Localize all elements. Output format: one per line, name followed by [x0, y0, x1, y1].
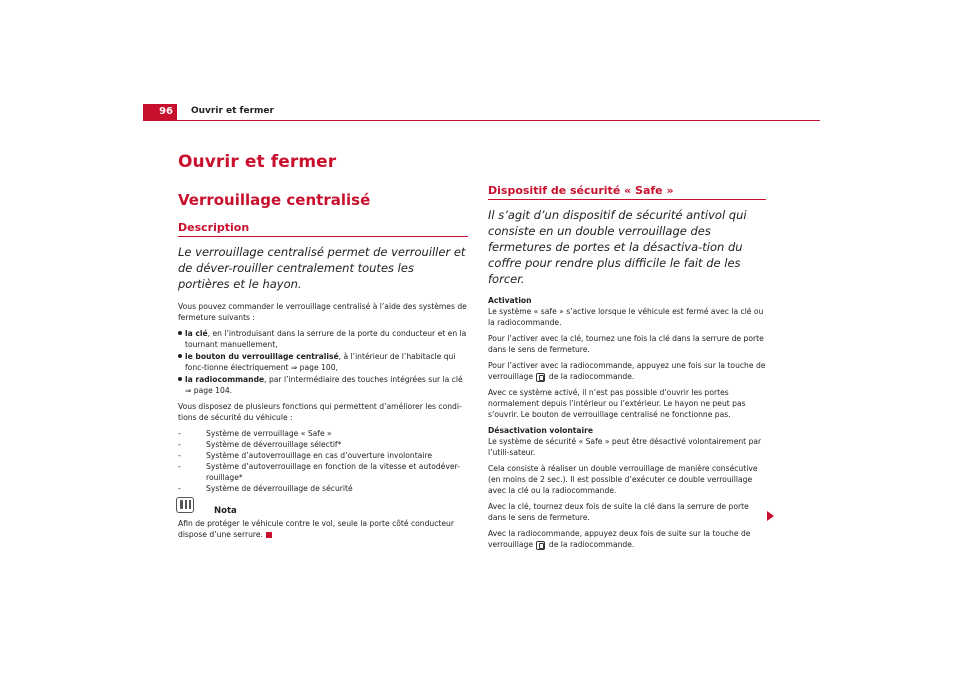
list-item	[178, 328, 468, 350]
page-number: 96	[143, 104, 177, 120]
bullet-term: la radiocommande	[185, 375, 265, 384]
safe-body	[488, 295, 766, 550]
safe-intro: Il s’agit d’un dispositif de sécurité antivol qui consiste en un double verrouillage des fermetures de portes et la désactiva-tion du coffre pour rendre plus difficile le fait de les forcer.	[488, 208, 747, 286]
safe-rule	[488, 199, 766, 200]
deactivation-text: Avec la radiocommande, appuyez deux fois de suite sur la touche de verrouillage	[488, 529, 751, 549]
section-title: Verrouillage centralisé	[178, 191, 371, 209]
continue-arrow-icon	[767, 511, 774, 521]
header-divider	[143, 120, 820, 121]
running-header-title: Ouvrir et fermer	[191, 106, 274, 116]
description-rule	[178, 236, 468, 237]
deactivation-paragraph: Le système de sécurité « Safe » peut être désactivé volontairement par l’utili-sateur.	[488, 437, 762, 457]
activation-paragraph	[488, 360, 766, 382]
dash-marker: -	[178, 484, 181, 493]
list-item	[178, 483, 468, 494]
lock-key-icon	[536, 373, 545, 382]
description-body	[178, 301, 468, 494]
right-column	[488, 184, 766, 555]
left-column	[178, 221, 468, 540]
dash-marker: -	[178, 429, 181, 438]
chapter-title: Ouvrir et fermer	[178, 152, 337, 172]
bullet-term: la clé	[185, 329, 208, 338]
safe-heading: Dispositif de sécurité « Safe »	[488, 184, 674, 197]
note-text	[178, 518, 468, 540]
list-item	[178, 351, 468, 373]
activation-paragraph: Avec ce système activé, il n’est pas possible d’ouvrir les portes normalement depuis l’intérieur ou l’extérieur. Le hayon ne peut pas s’ouvrir. Le bouton de verrouillage centralisé ne fonctionne pas.	[488, 388, 746, 419]
dash-marker: -	[178, 451, 181, 460]
lock-key-icon	[536, 541, 545, 550]
bullet-text: , en l’introduisant dans la serrure de la porte du conducteur et en la tournant manuellement,	[185, 329, 467, 349]
list-item-text: Système de verrouillage « Safe »	[206, 429, 332, 438]
bullet-icon	[178, 331, 182, 335]
bullet-term: le bouton du verrouillage centralisé	[185, 352, 339, 361]
list-item-text: Système de déverrouillage de sécurité	[206, 484, 353, 493]
description-heading: Description	[178, 221, 250, 234]
activation-label: Activation	[488, 296, 532, 305]
dash-marker: -	[178, 462, 181, 471]
deactivation-text: de la radiocommande.	[548, 540, 635, 549]
activation-text: Pour l’activer avec la radiocommande, appuyez une fois sur la touche de verrouillage	[488, 361, 766, 381]
activation-paragraph: Le système « safe » s’active lorsque le véhicule est fermé avec la clé ou la radiocommande.	[488, 307, 764, 327]
deactivation-label: Désactivation volontaire	[488, 426, 594, 435]
bullet-icon	[178, 377, 182, 381]
dash-marker: -	[178, 440, 181, 449]
list-item	[178, 450, 468, 461]
list-item-text: Système d’autoverrouillage en fonction de la vitesse et autodéver-rouillage*	[206, 462, 460, 482]
description-intro: Le verrouillage centralisé permet de verrouiller et de déver-rouiller centralement toutes les portières et le hayon.	[178, 245, 466, 291]
list-item	[178, 439, 468, 450]
end-marker-icon	[266, 532, 272, 538]
list-item-text: Système de déverrouillage sélectif*	[206, 440, 342, 449]
activation-paragraph: Pour l’activer avec la clé, tournez une fois la clé dans la serrure de porte dans le sens de fermeture.	[488, 334, 764, 354]
description-paragraph: Vous disposez de plusieurs fonctions qui permettent d’améliorer les condi-tions de sécurité du véhicule :	[178, 402, 462, 422]
note-block	[178, 506, 468, 540]
deactivation-paragraph: Avec la clé, tournez deux fois de suite la clé dans la serrure de porte dans le sens de fermeture.	[488, 502, 749, 522]
safety-functions-list	[178, 428, 468, 494]
bullet-text: , par l’intermédiaire des touches intégrées sur la clé ⇒ page 104.	[185, 375, 463, 395]
deactivation-paragraph	[488, 528, 766, 550]
bullet-text: , à l’intérieur de l’habitacle qui fonc-tionne électriquement ⇒ page 100,	[185, 352, 456, 372]
description-paragraph: Vous pouvez commander le verrouillage centralisé à l’aide des systèmes de fermeture suivants :	[178, 302, 467, 322]
note-text-content: Afin de protéger le véhicule contre le vol, seule la porte côté conducteur dispose d’une serrure.	[178, 519, 454, 539]
list-item	[178, 374, 468, 396]
list-item-text: Système d’autoverrouillage en cas d’ouverture involontaire	[206, 451, 433, 460]
deactivation-paragraph: Cela consiste à réaliser un double verrouillage de manière consécutive (en moins de 2 sec.). Il est possible d’exécuter ce double verrouillage avec la clé ou la radiocommande.	[488, 464, 758, 495]
activation-text: de la radiocommande.	[548, 372, 635, 381]
list-item	[178, 461, 468, 483]
bullet-icon	[178, 354, 182, 358]
note-icon	[176, 497, 194, 513]
note-label: Nota	[214, 506, 237, 516]
list-item	[178, 428, 468, 439]
